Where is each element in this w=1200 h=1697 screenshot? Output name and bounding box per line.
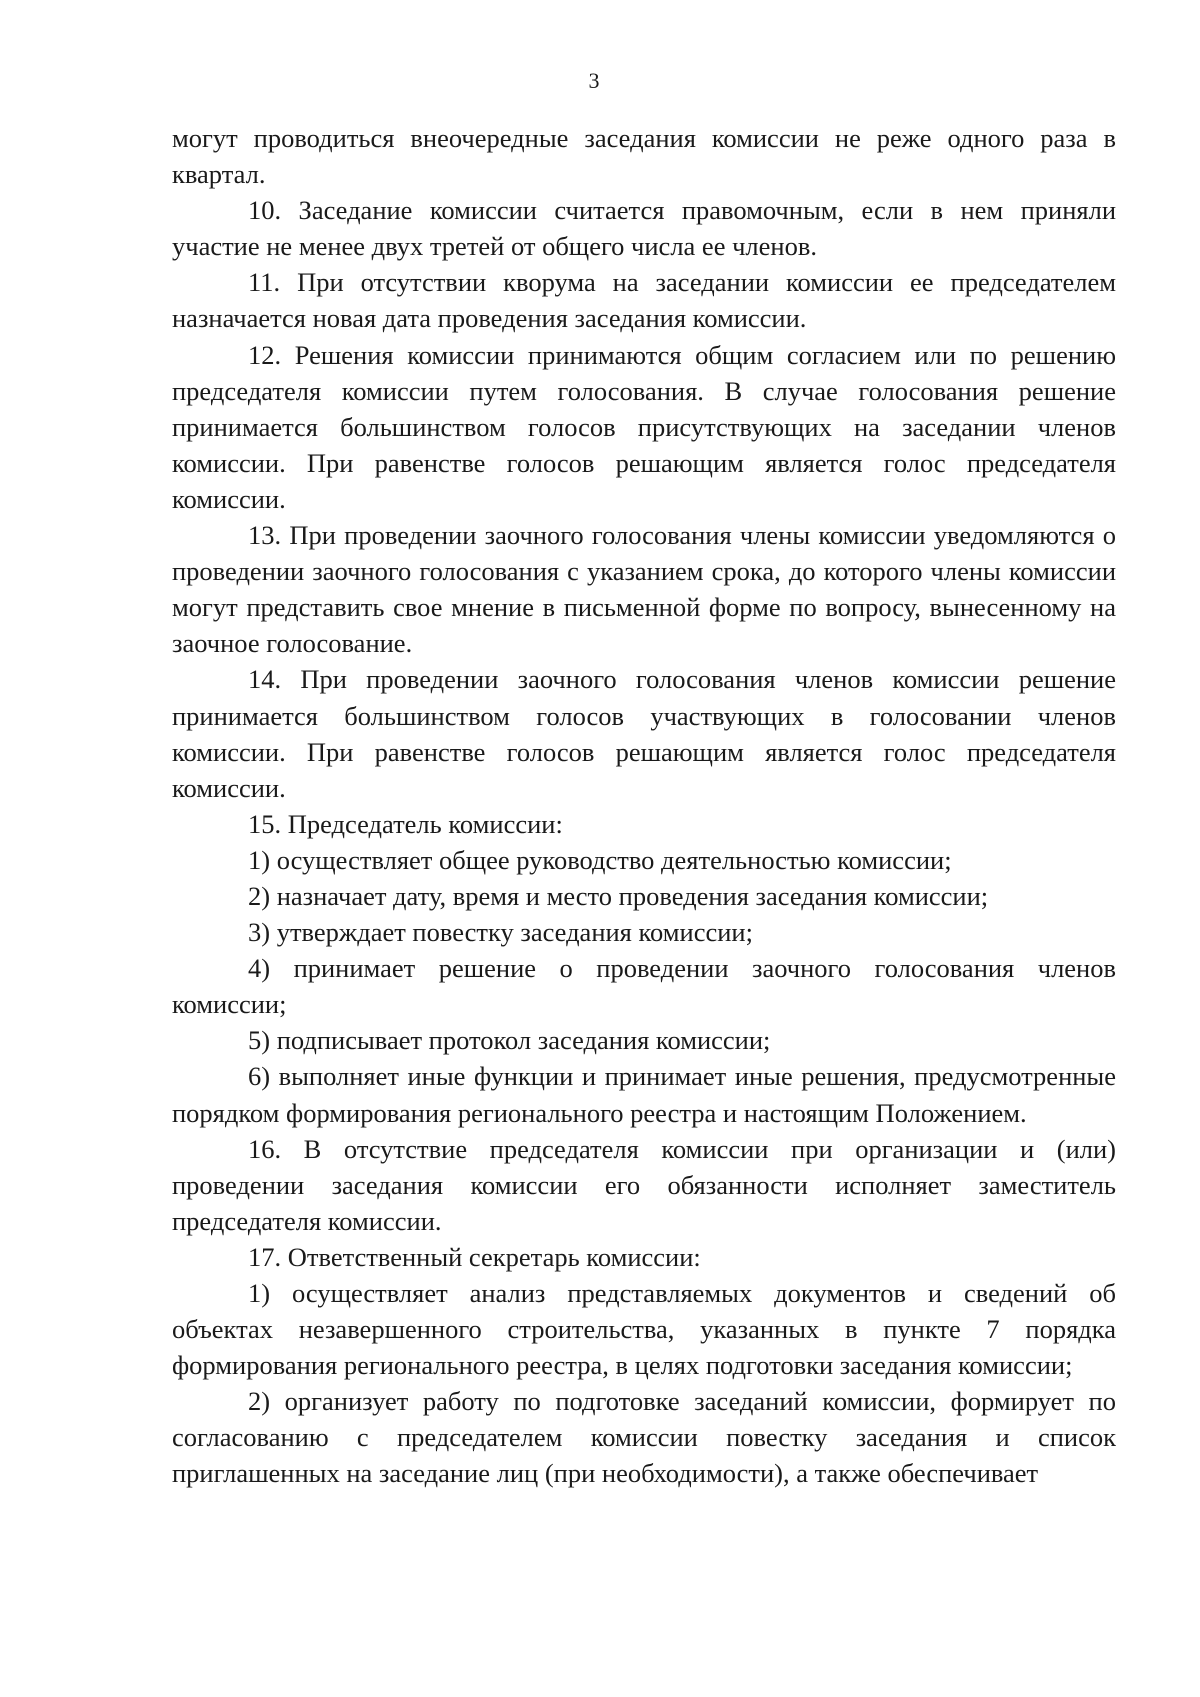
paragraph-item-11: 11. При отсутствии кворума на заседании комиссии ее председателем назначается новая дата проведения заседания комиссии.	[172, 267, 1116, 334]
page-number: 3	[588, 68, 600, 93]
list-item-17-2: 2) организует работу по подготовке заседаний комиссии, формирует по согласованию с председателем комиссии повестку заседания и список приглашенных на заседание лиц (при необходимости), а также обеспечивает	[172, 1386, 1116, 1489]
list-item-15-1: 1) осуществляет общее руководство деятельностью комиссии;	[248, 844, 952, 875]
list-item-15-6: 6) выполняет иные функции и принимает иные решения, предусмотренные порядком формирования регионального реестра и настоящим Положением.	[172, 1061, 1116, 1128]
paragraph-continuation: могут проводиться внеочередные заседания комиссии не реже одного раза в квартал.	[172, 123, 1116, 190]
list-item-15-3: 3) утверждает повестку заседания комиссии;	[248, 917, 753, 948]
paragraph-item-10: 10. Заседание комиссии считается правомочным, если в нем приняли участие не менее двух третей от общего числа ее членов.	[172, 195, 1116, 262]
paragraph-item-15: 15. Председатель комиссии:	[248, 808, 563, 839]
list-item-15-2: 2) назначает дату, время и место проведения заседания комиссии;	[248, 880, 989, 911]
paragraph-item-13: 13. При проведении заочного голосования члены комиссии уведомляются о проведении заочного голосования с указанием срока, до которого члены комиссии могут представить свое мнение в письменной форме по вопросу, вынесенному на заочное голосование.	[172, 520, 1116, 659]
paragraph-item-17: 17. Ответственный секретарь комиссии:	[248, 1241, 701, 1272]
list-item-17-1: 1) осуществляет анализ представляемых документов и сведений об объектах незавершенного строительства, указанных в пункте 7 порядка формирования регионального реестра, в целях подготовки заседания комиссии;	[172, 1278, 1116, 1381]
paragraph-item-14: 14. При проведении заочного голосования членов комиссии решение принимается большинством голосов участвующих в голосовании членов комиссии. При равенстве голосов решающим является голос председателя комиссии.	[172, 664, 1116, 803]
document-body	[172, 120, 1116, 1492]
list-item-15-4: 4) принимает решение о проведении заочного голосования членов комиссии;	[172, 953, 1116, 1020]
paragraph-item-12: 12. Решения комиссии принимаются общим согласием или по решению председателя комиссии путем голосования. В случае голосования решение принимается большинством голосов присутствующих на заседании членов комиссии. При равенстве голосов решающим является голос председателя комиссии.	[172, 339, 1116, 514]
list-item-15-5: 5) подписывает протокол заседания комиссии;	[248, 1025, 771, 1056]
paragraph-item-16: 16. В отсутствие председателя комиссии при организации и (или) проведении заседания комиссии его обязанности исполняет заместитель председателя комиссии.	[172, 1133, 1116, 1236]
